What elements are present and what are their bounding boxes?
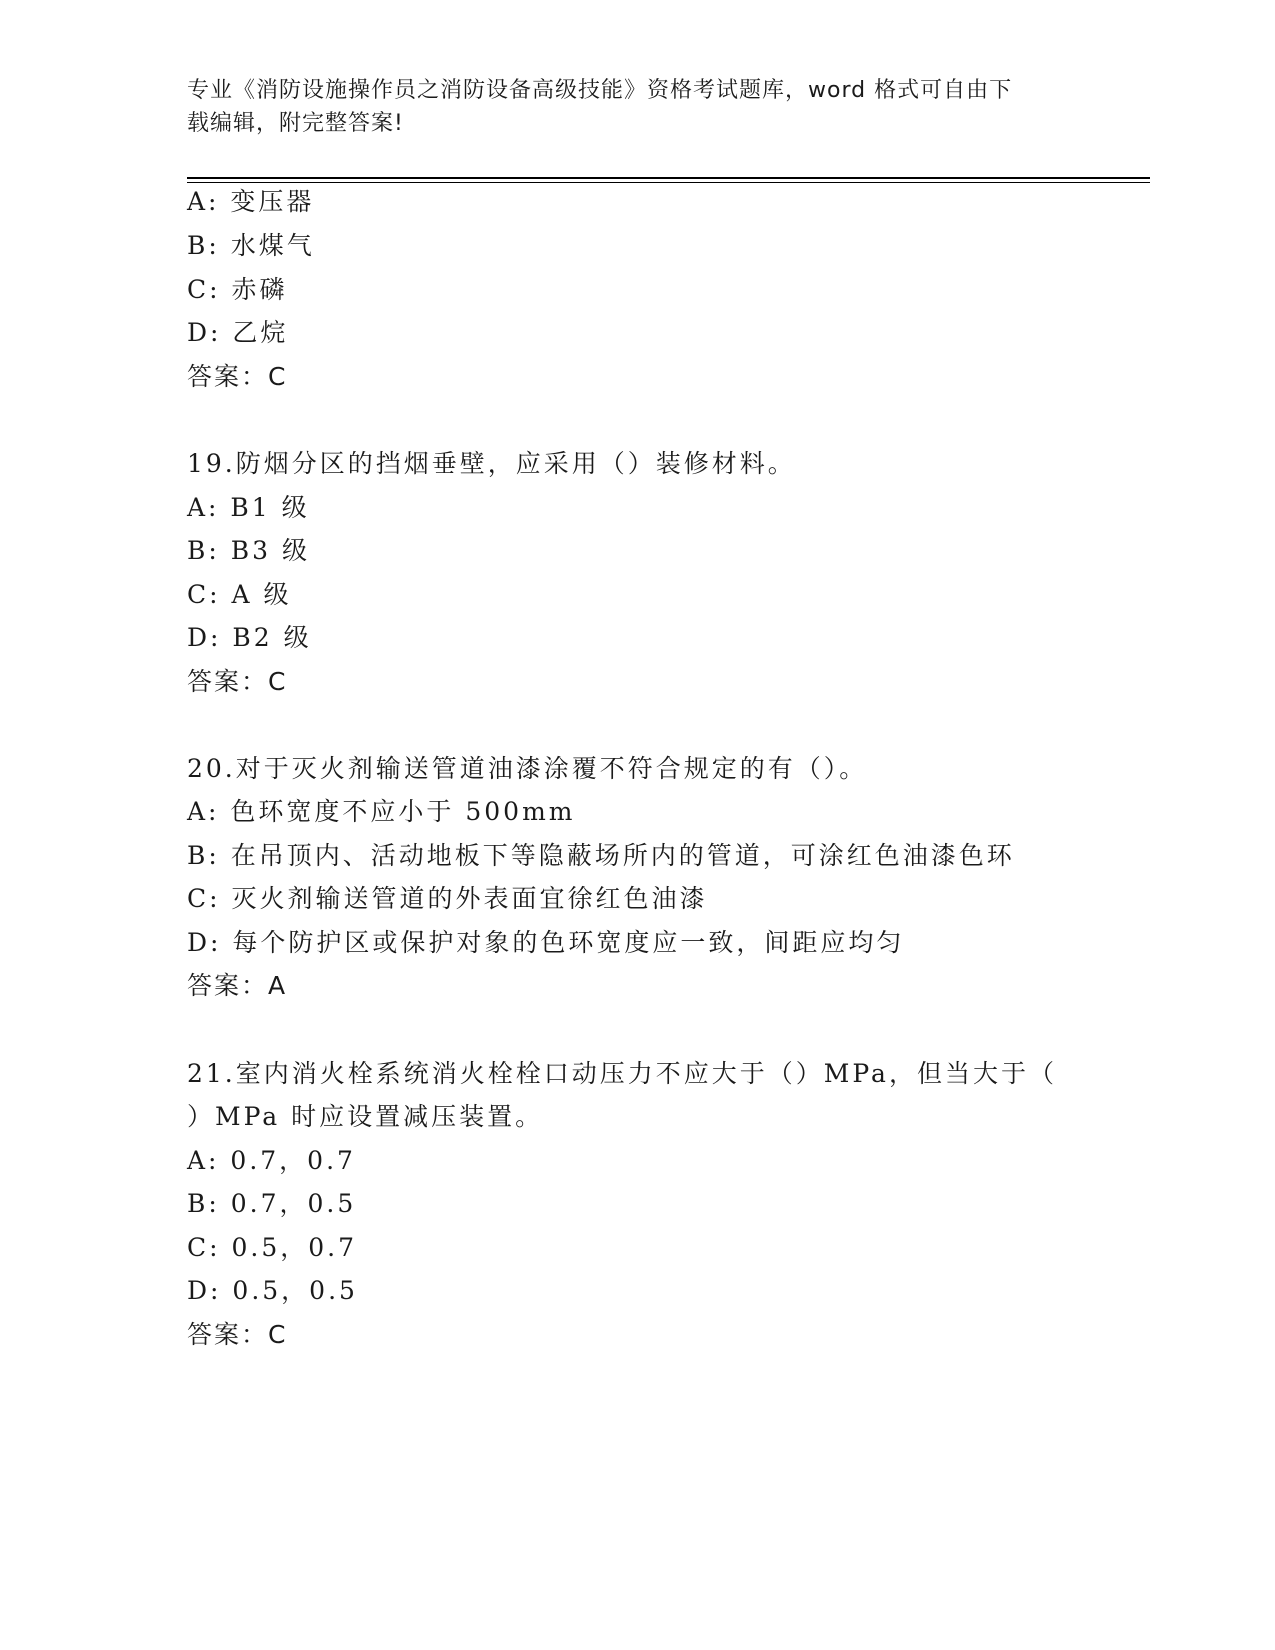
q21-option-b: B: 0.7，0.5 — [187, 1189, 357, 1218]
q20-option-a: A: 色环宽度不应小于 500mm — [187, 797, 576, 826]
q19-question: 19.防烟分区的挡烟垂壁，应采用（）装修材料。 — [187, 449, 796, 478]
q19-option-d: D: B2 级 — [187, 623, 312, 652]
q19-option-b: B: B3 级 — [187, 536, 310, 565]
q20-option-d: D: 每个防护区或保护对象的色环宽度应一致，间距应均匀 — [187, 928, 905, 957]
q19-answer: 答案：C — [187, 667, 288, 696]
q20-option-b: B: 在吊顶内、活动地板下等隐蔽场所内的管道，可涂红色油漆色环 — [187, 841, 1015, 870]
q19-option-c: C: A 级 — [187, 580, 292, 609]
q20-option-c: C: 灭火剂输送管道的外表面宜徐红色油漆 — [187, 884, 708, 913]
q20-question: 20.对于灭火剂输送管道油漆涂覆不符合规定的有（）。 — [187, 754, 868, 783]
q21-option-c: C: 0.5，0.7 — [187, 1233, 358, 1262]
header-rule-thick — [187, 177, 1150, 179]
q18-option-c: C: 赤磷 — [187, 275, 288, 304]
q18-option-b: B: 水煤气 — [187, 231, 315, 260]
header-rule-thin — [187, 182, 1150, 183]
q19-option-a: A: B1 级 — [187, 493, 310, 522]
q21-question-line-2: ）MPa 时应设置减压装置。 — [187, 1102, 544, 1131]
q21-option-a: A: 0.7，0.7 — [187, 1146, 356, 1175]
q18-answer: 答案：C — [187, 362, 288, 391]
q18-option-d: D: 乙烷 — [187, 318, 289, 347]
header-intro-line-1: 专业《消防设施操作员之消防设备高级技能》资格考试题库，word 格式可自由下 — [187, 78, 1013, 103]
q20-answer: 答案：A — [187, 971, 288, 1000]
q21-option-d: D: 0.5，0.5 — [187, 1276, 358, 1305]
document-header — [187, 74, 1067, 140]
q21-question-line-1: 21.室内消火栓系统消火栓栓口动压力不应大于（）MPa，但当大于（ — [187, 1059, 1057, 1088]
q18-option-a: A: 变压器 — [187, 187, 315, 216]
q21-answer: 答案：C — [187, 1320, 288, 1349]
header-intro-line-2: 载编辑，附完整答案! — [187, 111, 404, 136]
